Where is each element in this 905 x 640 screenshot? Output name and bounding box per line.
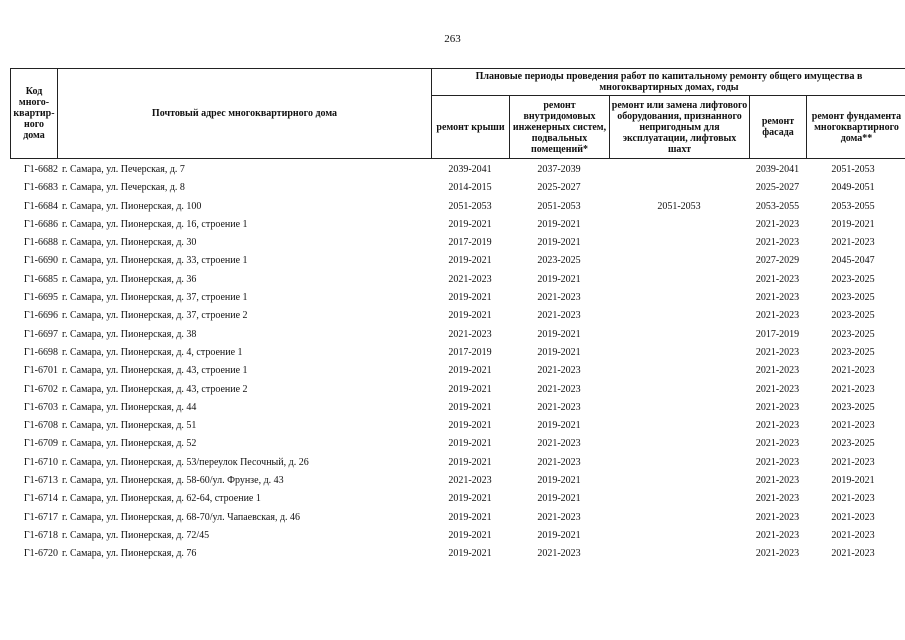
house-address: г. Самара, ул. Пионерская, д. 36 [62,273,197,285]
foundation-period: 2021-2023 [831,420,875,432]
roof-period: 2021-2023 [448,273,492,285]
house-address: г. Самара, ул. Пионерская, д. 52 [62,438,197,450]
house-code: Г1-6682 [23,164,58,175]
table-row [10,345,905,363]
engineering-period: 2019-2021 [537,529,581,541]
roof-period: 2019-2021 [448,255,492,267]
roof-period: 2019-2021 [448,218,492,230]
table-row [10,272,905,290]
engineering-period: 2019-2021 [537,420,581,432]
foundation-period: 2023-2025 [831,438,875,450]
header-roof: ремонт крыши [431,95,510,159]
engineering-period: 2021-2023 [537,310,581,322]
header-engineering: ремонт внутридомовых инженерных систем, подвальных помещений* [509,95,610,159]
roof-period: 2019-2021 [448,365,492,377]
facade-period: 2021-2023 [755,493,800,505]
table-row [10,455,905,473]
facade-period: 2021-2023 [755,401,800,413]
house-code: Г1-6688 [23,237,58,249]
facade-period: 2021-2023 [755,548,800,560]
house-address: г. Самара, ул. Пионерская, д. 43, строение 1 [62,365,248,377]
roof-period: 2021-2023 [448,475,492,487]
roof-period: 2017-2019 [448,237,492,249]
table-row [10,491,905,509]
table-row [10,400,905,418]
roof-period: 2019-2021 [448,310,492,322]
house-code: Г1-6683 [23,182,58,194]
facade-period: 2021-2023 [755,511,800,523]
house-code: Г1-6686 [23,218,58,230]
house-code: Г1-6709 [23,438,58,450]
foundation-period: 2019-2021 [831,218,875,230]
table-row [10,199,905,217]
foundation-period: 2023-2025 [831,310,875,322]
lift-period: 2051-2053 [657,200,701,212]
facade-period: 2021-2023 [755,365,800,377]
facade-period: 2021-2023 [755,475,800,487]
engineering-period: 2019-2021 [537,328,581,340]
facade-period: 2039-2041 [755,164,800,175]
house-code: Г1-6702 [23,383,58,395]
engineering-period: 2019-2021 [537,237,581,249]
house-address: г. Самара, ул. Пионерская, д. 33, строение 1 [62,255,248,267]
header-code: Код много-квартир-ного дома [10,68,58,159]
table-row [10,162,905,180]
roof-period: 2014-2015 [448,182,492,194]
house-address: г. Самара, ул. Пионерская, д. 51 [62,420,197,432]
foundation-period: 2021-2023 [831,493,875,505]
page-number: 263 [444,33,461,45]
house-code: Г1-6685 [23,273,58,285]
house-code: Г1-6690 [23,255,58,267]
facade-period: 2021-2023 [755,456,800,468]
facade-period: 2021-2023 [755,420,800,432]
engineering-period: 2021-2023 [537,511,581,523]
engineering-period: 2051-2053 [537,200,581,212]
roof-period: 2017-2019 [448,346,492,358]
table-row [10,510,905,528]
foundation-period: 2021-2023 [831,511,875,523]
house-address: г. Самара, ул. Пионерская, д. 44 [62,401,197,413]
header-periods-title: Плановые периоды проведения работ по капитальному ремонту общего имущества в многоквартирных домах, годы [431,68,905,96]
house-address: г. Самара, ул. Пионерская, д. 62-64, строение 1 [62,493,261,505]
roof-period: 2019-2021 [448,420,492,432]
house-address: г. Самара, ул. Пионерская, д. 72/45 [62,529,210,541]
header-lift: ремонт или замена лифтового оборудования, признанного непригодным для эксплуатации, лифтовых шахт [609,95,750,159]
roof-period: 2019-2021 [448,438,492,450]
table-row [10,546,905,564]
foundation-period: 2021-2023 [831,365,875,377]
foundation-period: 2021-2023 [831,548,875,560]
foundation-period: 2049-2051 [831,182,875,194]
roof-period: 2051-2053 [448,200,492,212]
facade-period: 2017-2019 [755,328,800,340]
house-code: Г1-6710 [23,456,58,468]
engineering-period: 2021-2023 [537,292,581,304]
roof-period: 2019-2021 [448,493,492,505]
house-code: Г1-6696 [23,310,58,322]
table-body [10,162,905,565]
roof-period: 2021-2023 [448,328,492,340]
house-address: г. Самара, ул. Пионерская, д. 38 [62,328,197,340]
engineering-period: 2037-2039 [537,164,581,175]
table-row [10,180,905,198]
engineering-period: 2023-2025 [537,255,581,267]
engineering-period: 2021-2023 [537,365,581,377]
house-address: г. Самара, ул. Пионерская, д. 53/переулок Песочный, д. 26 [62,456,309,468]
engineering-period: 2025-2027 [537,182,581,194]
house-address: г. Самара, ул. Пионерская, д. 68-70/ул. Чапаевская, д. 46 [62,511,301,523]
house-code: Г1-6695 [23,292,58,304]
facade-period: 2027-2029 [755,255,800,267]
engineering-period: 2019-2021 [537,218,581,230]
engineering-period: 2019-2021 [537,475,581,487]
house-code: Г1-6718 [23,529,58,541]
roof-period: 2019-2021 [448,548,492,560]
house-address: г. Самара, ул. Пионерская, д. 4, строение 1 [62,346,243,358]
foundation-period: 2021-2023 [831,383,875,395]
facade-period: 2021-2023 [755,438,800,450]
house-code: Г1-6697 [23,328,58,340]
house-code: Г1-6720 [23,548,58,560]
roof-period: 2019-2021 [448,383,492,395]
engineering-period: 2021-2023 [537,401,581,413]
house-address: г. Самара, ул. Пионерская, д. 37, строение 1 [62,292,248,304]
facade-period: 2021-2023 [755,310,800,322]
house-code: Г1-6708 [23,420,58,432]
header-address: Почтовый адрес многоквартирного дома [57,68,432,159]
roof-period: 2019-2021 [448,292,492,304]
house-address: г. Самара, ул. Пионерская, д. 16, строение 1 [62,218,248,230]
table-row [10,308,905,326]
roof-period: 2019-2021 [448,511,492,523]
house-address: г. Самара, ул. Печерская, д. 8 [62,182,185,194]
house-address: г. Самара, ул. Пионерская, д. 58-60/ул. Фрунзе, д. 43 [62,475,284,487]
facade-period: 2021-2023 [755,346,800,358]
roof-period: 2039-2041 [448,164,492,175]
facade-period: 2021-2023 [755,273,800,285]
engineering-period: 2019-2021 [537,273,581,285]
foundation-period: 2051-2053 [831,164,875,175]
table-row [10,327,905,345]
facade-period: 2021-2023 [755,292,800,304]
house-address: г. Самара, ул. Пионерская, д. 30 [62,237,197,249]
house-code: Г1-6684 [23,200,58,212]
table-header [10,68,905,159]
engineering-period: 2019-2021 [537,493,581,505]
house-code: Г1-6698 [23,346,58,358]
house-address: г. Самара, ул. Пионерская, д. 37, строение 2 [62,310,248,322]
foundation-period: 2023-2025 [831,328,875,340]
roof-period: 2019-2021 [448,529,492,541]
facade-period: 2025-2027 [755,182,800,194]
house-code: Г1-6714 [23,493,58,505]
house-address: г. Самара, ул. Пионерская, д. 100 [62,200,202,212]
house-code: Г1-6717 [23,511,58,523]
roof-period: 2019-2021 [448,401,492,413]
table-row [10,290,905,308]
house-code: Г1-6713 [23,475,58,487]
foundation-period: 2023-2025 [831,401,875,413]
foundation-period: 2021-2023 [831,237,875,249]
table-row [10,528,905,546]
foundation-period: 2021-2023 [831,529,875,541]
house-address: г. Самара, ул. Пионерская, д. 76 [62,548,197,560]
engineering-period: 2021-2023 [537,383,581,395]
table-row [10,382,905,400]
engineering-period: 2021-2023 [537,438,581,450]
table-row [10,217,905,235]
facade-period: 2053-2055 [755,200,800,212]
house-code: Г1-6701 [23,365,58,377]
house-address: г. Самара, ул. Печерская, д. 7 [62,164,185,175]
table-row [10,253,905,271]
engineering-period: 2021-2023 [537,548,581,560]
house-address: г. Самара, ул. Пионерская, д. 43, строение 2 [62,383,248,395]
foundation-period: 2023-2025 [831,292,875,304]
foundation-period: 2053-2055 [831,200,875,212]
facade-period: 2021-2023 [755,383,800,395]
engineering-period: 2021-2023 [537,456,581,468]
engineering-period: 2019-2021 [537,346,581,358]
table-row [10,235,905,253]
roof-period: 2019-2021 [448,456,492,468]
foundation-period: 2023-2025 [831,273,875,285]
table-row [10,473,905,491]
table-row [10,418,905,436]
facade-period: 2021-2023 [755,218,800,230]
table-row [10,363,905,381]
facade-period: 2021-2023 [755,237,800,249]
table-row [10,436,905,454]
header-facade: ремонт фасада [749,95,807,159]
foundation-period: 2021-2023 [831,456,875,468]
facade-period: 2021-2023 [755,529,800,541]
foundation-period: 2019-2021 [831,475,875,487]
foundation-period: 2023-2025 [831,346,875,358]
house-code: Г1-6703 [23,401,58,413]
foundation-period: 2045-2047 [831,255,875,267]
header-foundation: ремонт фундамента многоквартирного дома** [806,95,905,159]
